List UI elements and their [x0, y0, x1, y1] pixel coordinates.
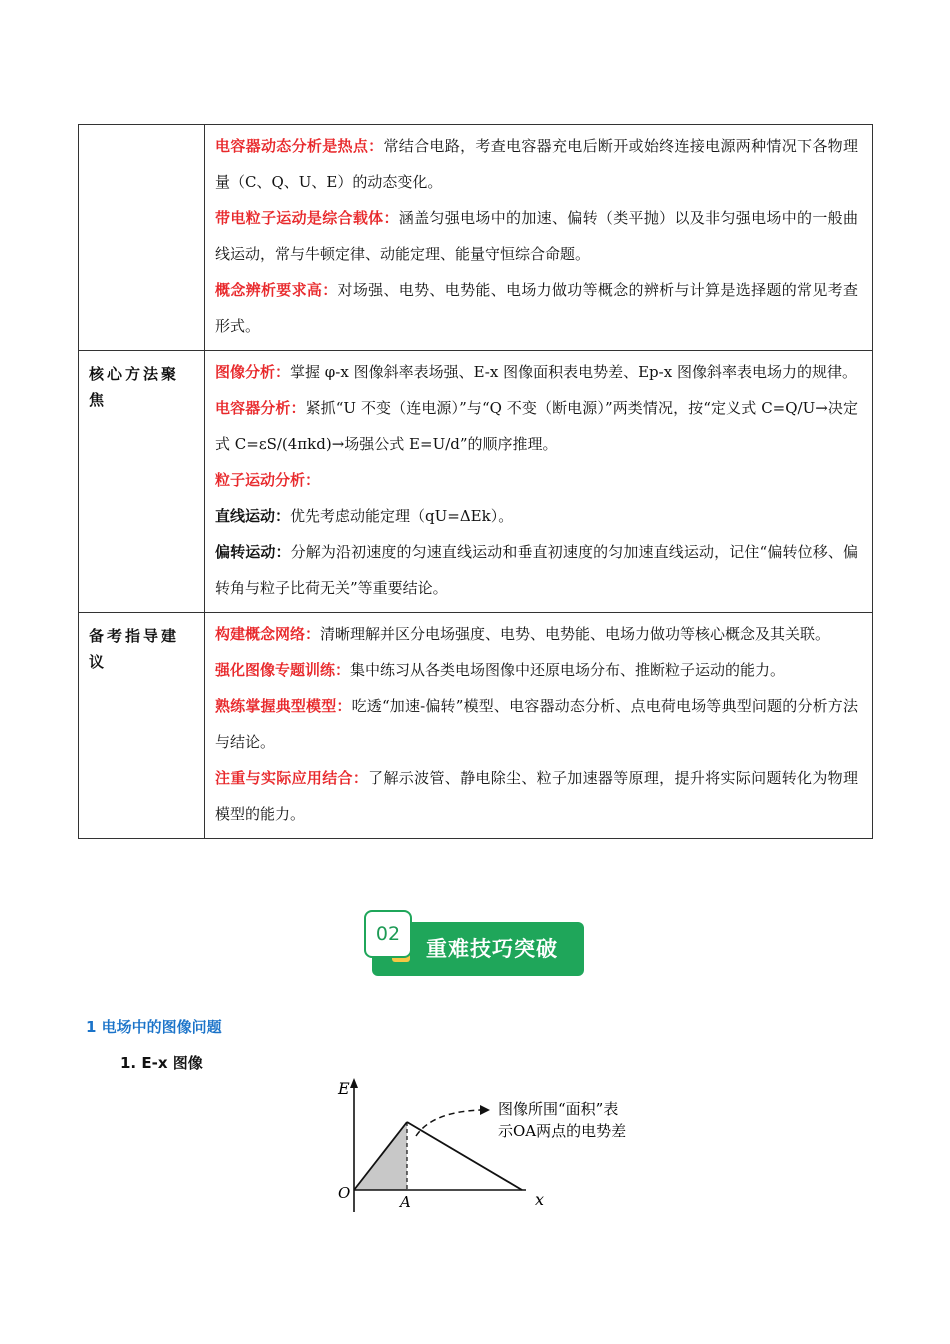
paragraph	[215, 128, 858, 200]
key-phrase: 注重与实际应用结合：	[215, 769, 369, 787]
key-phrase: 熟练掌握典型模型：	[215, 697, 352, 715]
paragraph-text: 常结合电路，考查电容器充电后断开或始终连接电源两种情况下各物理量（C、Q、U、E）的动态变化。	[215, 137, 858, 191]
annotation-line-1: 图像所围“面积”表	[498, 1100, 619, 1118]
y-axis-arrow-icon	[350, 1078, 358, 1088]
paragraph	[215, 272, 858, 344]
paragraph	[215, 462, 858, 498]
annotation-line-2: 示OA两点的电势差	[498, 1122, 627, 1140]
paragraph	[215, 652, 858, 688]
point-a-label: A	[400, 1193, 411, 1211]
paragraph-text: 紧抓“U 不变（连电源）”与“Q 不变（断电源）”两类情况，按“定义式 C=Q/U→决定式 C=εS/(4πkd)→场强公式 E=U/d”的顺序推理。	[215, 399, 858, 453]
paragraph-text: 分解为沿初速度的匀速直线运动和垂直初速度的匀加速直线运动，记住“偏转位移、偏转角与粒子比荷无关”等重要结论。	[215, 543, 858, 597]
row-label	[79, 125, 205, 351]
sub-heading: 1. E-x 图像	[120, 1054, 203, 1072]
paragraph-text: 了解示波管、静电除尘、粒子加速器等原理，提升将实际问题转化为物理模型的能力。	[215, 769, 858, 823]
key-phrase: 电容器分析：	[215, 399, 306, 417]
paragraph	[215, 354, 858, 390]
row-label: 备考指导建议	[79, 613, 205, 839]
paragraph-text: 集中练习从各类电场图像中还原电场分布、推断粒子运动的能力。	[350, 661, 786, 679]
paragraph	[215, 688, 858, 760]
section-heading: 1 电场中的图像问题	[86, 1018, 222, 1036]
key-phrase: 直线运动：	[215, 507, 291, 525]
key-phrase: 图像分析：	[215, 363, 291, 381]
paragraph	[215, 616, 858, 652]
origin-label: O	[338, 1184, 351, 1202]
row-content	[205, 351, 873, 613]
paragraph	[215, 200, 858, 272]
banner-title: 重难技巧突破	[426, 937, 558, 961]
paragraph-text: 吃透“加速-偏转”模型、电容器动态分析、点电荷电场等典型问题的分析方法与结论。	[215, 697, 858, 751]
e-x-graph-figure	[330, 1074, 660, 1214]
y-axis-label: E	[338, 1079, 350, 1098]
key-phrase: 强化图像专题训练：	[215, 661, 351, 679]
row-content	[205, 613, 873, 839]
key-phrase: 概念辨析要求高：	[215, 281, 338, 299]
paragraph-text: 掌握 φ-x 图像斜率表场强、E-x 图像面积表电势差、Ep-x 图像斜率表电场力的规律。	[290, 363, 857, 381]
table-row	[79, 125, 873, 351]
row-content	[205, 125, 873, 351]
paragraph-text: 优先考虑动能定理（qU=ΔEk）。	[290, 507, 514, 525]
paragraph-text: 清晰理解并区分电场强度、电势、电势能、电场力做功等核心概念及其关联。	[320, 625, 831, 643]
key-phrase: 偏转运动：	[215, 543, 291, 561]
key-phrase: 电容器动态分析是热点：	[215, 137, 384, 155]
banner-number: 02	[364, 910, 412, 958]
paragraph	[215, 534, 858, 606]
key-phrase: 粒子运动分析：	[215, 471, 321, 489]
annotation-arrow-icon	[480, 1105, 490, 1115]
paragraph-text: 对场强、电势、电势能、电场力做功等概念的辨析与计算是选择题的常见考查形式。	[215, 281, 858, 335]
paragraph	[215, 390, 858, 462]
table-row	[79, 613, 873, 839]
exam-analysis-table	[78, 124, 873, 839]
paragraph-text: 涵盖匀强电场中的加速、偏转（类平抛）以及非匀强电场中的一般曲线运动，常与牛顿定律、动能定理、能量守恒综合命题。	[215, 209, 858, 263]
paragraph	[215, 760, 858, 832]
section-banner	[364, 910, 586, 978]
paragraph	[215, 498, 858, 534]
row-label: 核心方法聚焦	[79, 351, 205, 613]
key-phrase: 带电粒子运动是综合载体：	[215, 209, 399, 227]
x-axis-label: x	[535, 1190, 545, 1209]
key-phrase: 构建概念网络：	[215, 625, 321, 643]
table-row	[79, 351, 873, 613]
